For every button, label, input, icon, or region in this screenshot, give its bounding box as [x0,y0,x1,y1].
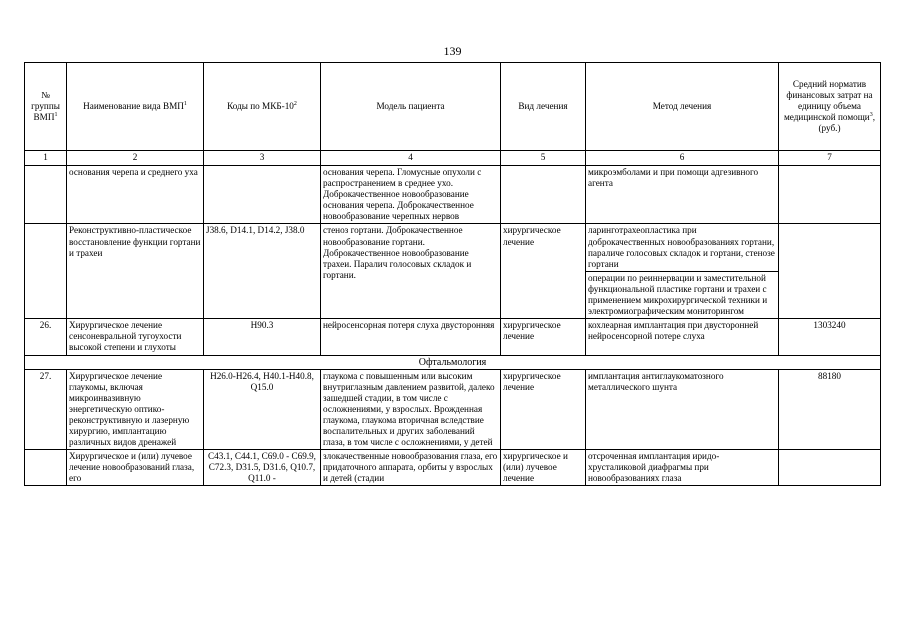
table-row [25,224,881,319]
cell-average-cost [779,224,881,319]
cell-treatment-type: хирургическое лечение [501,224,586,319]
header-group-number: № группы ВМП$^1$ [25,63,67,151]
cell-icd-codes: J38.6, D14.1, D14.2, J38.0 [204,224,321,319]
header-treatment-type: Вид лечения [501,63,586,151]
cell-patient-model: злокачественные новообразования глаза, его придаточного аппарата, орбиты у взрослых и детей (стадии [321,450,501,486]
cell-treatment-type: хирургическое лечение [501,319,586,355]
cell-icd-codes: H26.0-H26.4, H40.1-H40.8, Q15.0 [204,369,321,450]
cell-vmp-name: Хирургическое лечение сенсоневральной тугоухости высокой степени и глухоты [67,319,204,355]
cell-patient-model: основания черепа. Гломусные опухоли с распространением в среднее ухо. Доброкачественное новообразование основания черепа. Доброкачественное новообразование черепных нервов [321,166,501,224]
cell-vmp-name: Хирургическое и (или) лучевое лечение новообразований глаза, его [67,450,204,486]
cell-treatment-type: хирургическое лечение [501,369,586,450]
cell-group-number [25,224,67,319]
table-row [25,166,881,224]
column-number: 2 [67,151,204,166]
vmp-table [24,62,881,486]
cell-average-cost [779,166,881,224]
column-number: 5 [501,151,586,166]
cell-treatment-method [586,224,779,319]
cell-treatment-method: имплантация антиглаукоматозного металлического шунта [586,369,779,450]
cell-patient-model: стеноз гортани. Доброкачественное новообразование гортани. Доброкачественное новообразование трахеи. Паралич голосовых складок и гортани. [321,224,501,319]
cell-vmp-name: Хирургическое лечение глаукомы, включая микроинвазивную энергетическую оптико-реконструктивную и лазерную хирургию, имплантацию различных видов дренажей [67,369,204,450]
cell-treatment-method: отсроченная имплантация иридо-хрусталиковой диафрагмы при новообразованиях глаза [586,450,779,486]
table-row [25,369,881,450]
cell-group-number [25,166,67,224]
cell-treatment-method: кохлеарная имплантация при двусторонней нейросенсорной потере слуха [586,319,779,355]
cell-vmp-name: Реконструктивно-пластическое восстановление функции гортани и трахеи [67,224,204,319]
table-row [25,450,881,486]
page-number: 139 [443,44,462,58]
section-row [25,355,881,369]
cell-average-cost [779,450,881,486]
header-patient-model: Модель пациента [321,63,501,151]
cell-average-cost: 88180 [779,369,881,450]
cell-group-number [25,450,67,486]
cell-vmp-name: основания черепа и среднего уха [67,166,204,224]
column-number: 6 [586,151,779,166]
treatment-method-option: ларинготрахеопластика при доброкачественных новообразованиях гортани, параличе голосовых складок и гортани, стенозе гортани [588,225,775,269]
cell-patient-model: нейросенсорная потеря слуха двусторонняя [321,319,501,355]
column-number: 7 [779,151,881,166]
section-title: Офтальмология [25,355,881,369]
cell-icd-codes [204,166,321,224]
cell-group-number: 26. [25,319,67,355]
cell-patient-model: глаукома с повышенным или высоким внутриглазным давлением развитой, далеко зашедшей стадии, в том числе с осложнениями, у взрослых. Врожденная глаукома, глаукома вторичная вследствие воспалительных и других заболеваний глаза, в том числе с осложнениями, у детей [321,369,501,450]
cell-group-number: 27. [25,369,67,450]
header-treatment-method: Метод лечения [586,63,779,151]
header-row [25,63,881,151]
cell-treatment-method: микроэмболами и при помощи адгезивного агента [586,166,779,224]
cell-treatment-type: хирургическое и (или) лучевое лечение [501,450,586,486]
header-vmp-name: Наименование вида ВМП$^1$ [67,63,204,151]
column-number-row [25,151,881,166]
cell-treatment-type [501,166,586,224]
table-row [25,319,881,355]
treatment-method-option: операции по реиннервации и заместительной функциональной пластике гортани и трахеи с применением микрохирургической техники и электромиографическим мониторингом [586,271,778,318]
cell-icd-codes: C43.1, C44.1, C69.0 - C69.9, C72.3, D31.5, D31.6, Q10.7, Q11.0 - [204,450,321,486]
header-icd-codes: Коды по МКБ-$10^2$ [204,63,321,151]
column-number: 1 [25,151,67,166]
header-average-cost: Средний норматив финансовых затрат на единицу объема медицинской помощи$^3$, (руб.) [779,63,881,151]
cell-average-cost: 1303240 [779,319,881,355]
column-number: 4 [321,151,501,166]
cell-icd-codes: H90.3 [204,319,321,355]
column-number: 3 [204,151,321,166]
